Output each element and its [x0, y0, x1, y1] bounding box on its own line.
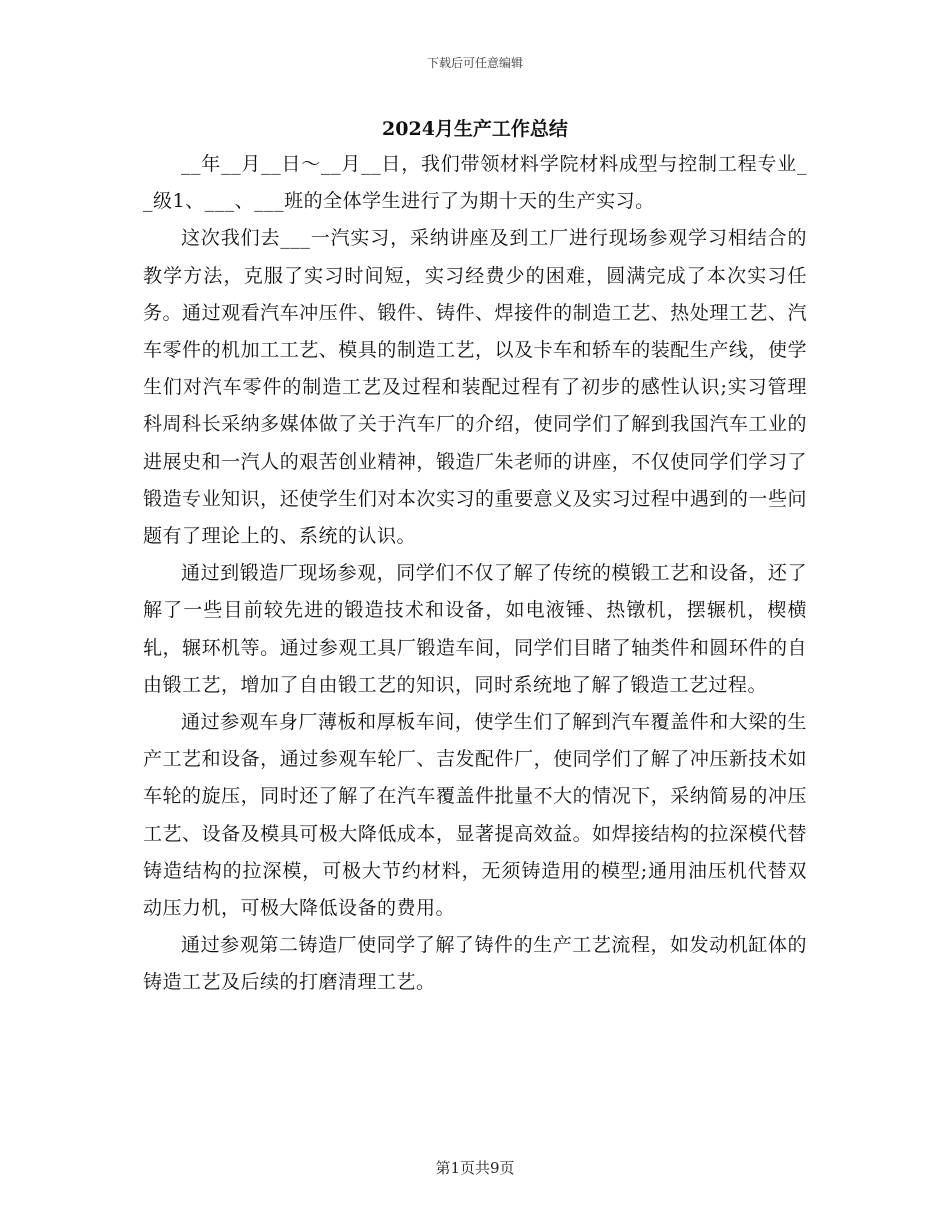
page-number: 第1页共9页	[435, 1159, 515, 1177]
document-title: 2024月生产工作总结	[382, 118, 568, 140]
paragraph-3: 通过到锻造厂现场参观，同学们不仅了解了传统的模锻工艺和设备，还了解了一些目前较先进的锻造技术和设备，如电液锤、热镦机，摆辗机，楔横轧，辗环机等。通过参观工具厂锻造车间，同学们目睹了轴类件和圆环件的自由锻工艺，增加了自由锻工艺的知识，同时系统地了解了锻造工艺过程。	[143, 562, 807, 696]
page-header-note: 下载后可任意编辑	[426, 56, 523, 70]
paragraph-2: 这次我们去___一汽实习，采纳讲座及到工厂进行现场参观学习相结合的教学方法，克服了实习时间短，实习经费少的困难，圆满完成了本次实习任务。通过观看汽车冲压件、锻件、铸件、焊接件的制造工艺、热处理工艺、汽车零件的机加工工艺、模具的制造工艺，以及卡车和轿车的装配生产线，使学生们对汽车零件的制造工艺及过程和装配过程有了初步的感性认识;实习管理科周科长采纳多媒体做了关于汽车厂的介绍，使同学们了解到我国汽车工业的进展史和一汽人的艰苦创业精神，锻造厂朱老师的讲座，不仅使同学们学习了锻造专业知识，还使学生们对本次实习的重要意义及实习过程中遇到的一些问题有了理论上的、系统的认识。	[143, 227, 807, 548]
paragraph-1: __年__月__日～__月__日，我们带领材料学院材料成型与控制工程专业__级1、___、___班的全体学生进行了为期十天的生产实习。	[143, 153, 807, 213]
document-body	[143, 146, 807, 1002]
paragraph-5: 通过参观第二铸造厂使同学了解了铸件的生产工艺流程，如发动机缸体的铸造工艺及后续的打磨清理工艺。	[143, 934, 807, 994]
paragraph-4: 通过参观车身厂薄板和厚板车间，使学生们了解到汽车覆盖件和大梁的生产工艺和设备，通过参观车轮厂、吉发配件厂，使同学们了解了冲压新技术如车轮的旋压，同时还了解了在汽车覆盖件批量不大的情况下，采纳简易的冲压工艺、设备及模具可极大降低成本，显著提高效益。如焊接结构的拉深模代替铸造结构的拉深模，可极大节约材料，无须铸造用的模型;通用油压机代替双动压力机，可极大降低设备的费用。	[143, 711, 807, 920]
